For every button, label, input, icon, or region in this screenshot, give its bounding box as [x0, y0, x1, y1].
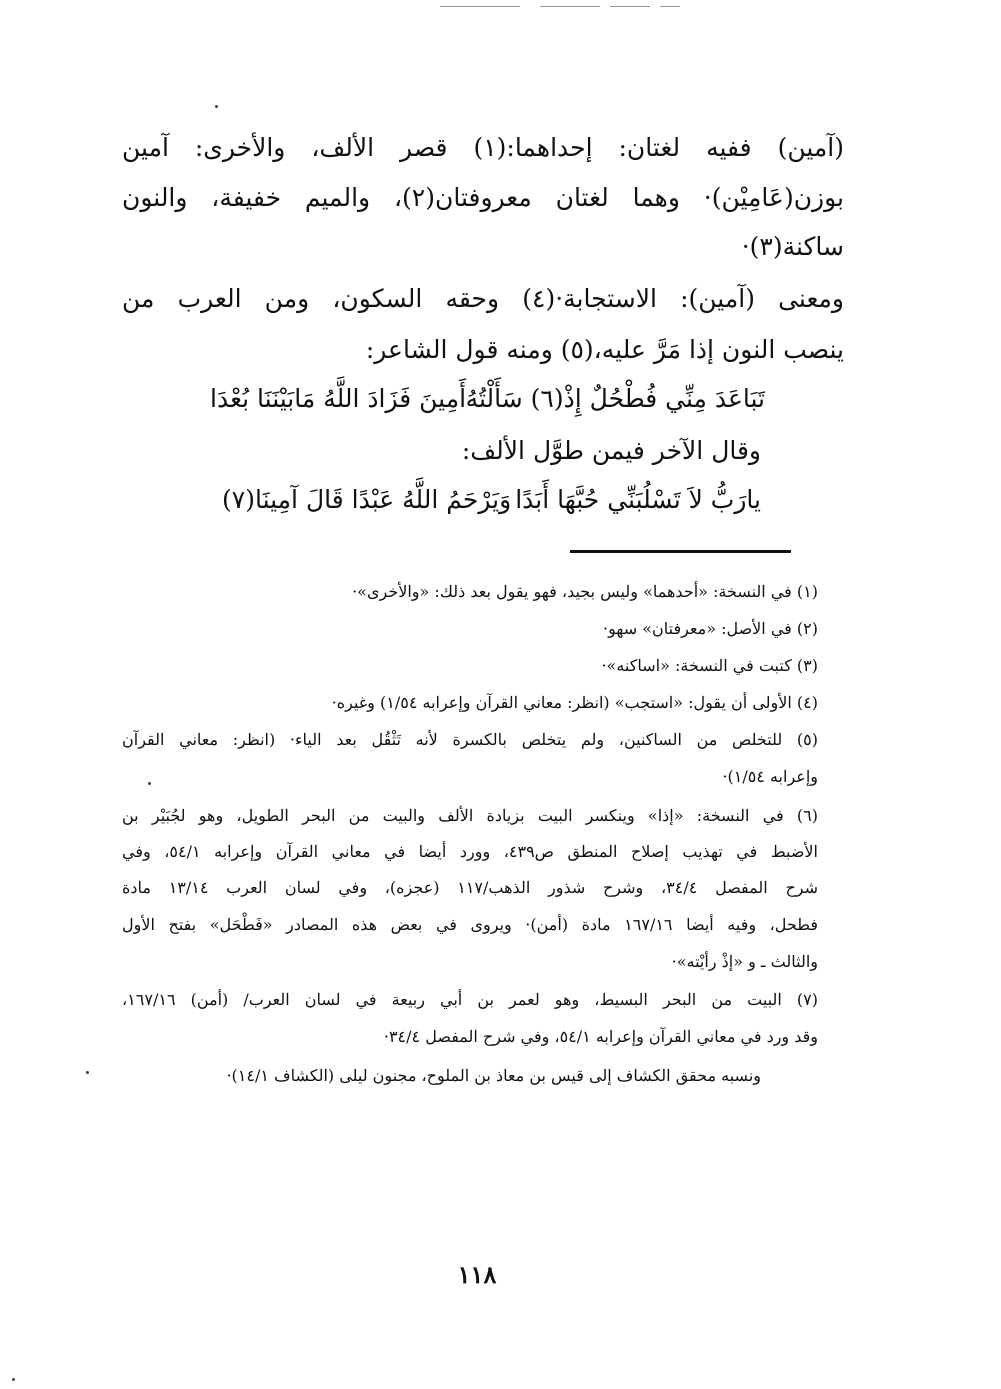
footnote-7-line-1: (٧) البيت من البحر البسيط، وهو لعمر بن أبي ربيعة في لسان العرب/ (أمن) ١٦٧/١٦،: [122, 990, 818, 1009]
footnote-6-line-2: الأضبط في تهذيب إصلاح المنطق ص٤٣٩، وورد أيضا في معاني القرآن وإعرابه ٥٤/١، وفي: [122, 842, 819, 861]
footnote-separator: [570, 550, 791, 553]
footnote-2: (٢) في الأصل: «معرفتان» سهو·: [602, 619, 818, 638]
top-scan-rule: [440, 6, 520, 7]
top-scan-rule: [540, 6, 600, 7]
footnote-1: (١) في النسخة: «أحدهما» وليس بجيد، فهو يقول بعد ذلك: «والأخرى»·: [352, 582, 818, 601]
top-scan-rule: [610, 6, 650, 7]
main-text-line-3: ساكنة(٣)·: [741, 232, 844, 261]
verse-1-first-hemistich: تَبَاعَدَ مِنِّي فُطْحُلٌ إِذْ(٦) سَأَلْتُهُ: [465, 384, 765, 413]
footnote-7-line-3: ونسبه محقق الكشاف إلى قيس بن معاذ بن الملوح، مجنون ليلى (الكشاف ١٤/١)·: [226, 1066, 761, 1085]
footnote-6-line-4: فطحل، وفيه أيضا ١٦٧/١٦ مادة (أمن)· ويروى في بعض هذه المصادر «فَطْحَل» بفتح الأول: [122, 915, 819, 934]
scan-speck: [148, 782, 151, 785]
footnote-6-line-5: والثالث ـ و «إذْ رأيْته»·: [671, 952, 818, 971]
main-text-line-2: بوزن(عَامِيْن)· وهما لغتان معروفتان(٢)، والميم خفيفة، والنون: [122, 183, 845, 212]
verse-1-second-hemistich: أَمِينَ فَزَادَ اللَّهُ مَابَيْنَنَا بُعْدَا: [210, 384, 467, 413]
footnote-3: (٣) كتبت في النسخة: «اساكنه»·: [601, 656, 818, 675]
footnote-7-line-2: وقد ورد في معاني القرآن وإعرابه ٥٤/١، وفي شرح المفصل ٣٤/٤·: [383, 1027, 818, 1046]
scan-speck: [86, 1071, 89, 1074]
top-scan-rule: [660, 6, 680, 7]
main-text-line-4: ومعنى (آمين): الاستجابة·(٤) وحقه السكون، ومن العرب من: [122, 284, 845, 313]
footnote-6-line-3: شرح المفصل ٣٤/٤، وشرح شذور الذهب/١١٧ (عجزه)، وفي لسان العرب ١٣/١٤ مادة: [122, 878, 819, 897]
verse-2-second-hemistich: وَيَرْحَمُ اللَّهُ عَبْدًا قَالَ آمِينَا(٧): [222, 485, 512, 514]
scan-speck: [12, 1378, 15, 1381]
footnote-5-line-2: وإعرابه ١/٥٤)·: [722, 767, 818, 786]
footnote-4: (٤) الأولى أن يقول: «استجب» (انظر: معاني القرآن وإعرابه ١/٥٤) وغيره·: [331, 693, 818, 712]
footnote-6-line-1: (٦) في النسخة: «إذا» وينكسر البيت بزيادة الألف والبيت من البحر الطويل، وهو لجُبَيْر بن: [122, 806, 818, 825]
main-text-line-5: ينصب النون إذا مَرَّ عليه،(٥) ومنه قول الشاعر:: [365, 335, 844, 364]
scan-speck: [215, 105, 218, 108]
verse-2-first-hemistich: يارَبُّ لاَ تَسْلُبَنِّي حُبَّهَا أَبَدًا: [515, 485, 761, 514]
page-number: ١١٨: [457, 1260, 497, 1289]
footnote-5-line-1: (٥) للتخلص من الساكنين، ولم يتخلص بالكسرة لأنه تَثْقُل بعد الياء· (انظر: معاني القرآن: [122, 730, 818, 749]
verse-2-intro: وقال الآخر فيمن طوَّل الألف:: [461, 436, 761, 465]
main-text-line-1: (آمين) ففيه لغتان: إحداهما:(١) قصر الألف، والأخرى: آمين: [122, 133, 844, 162]
